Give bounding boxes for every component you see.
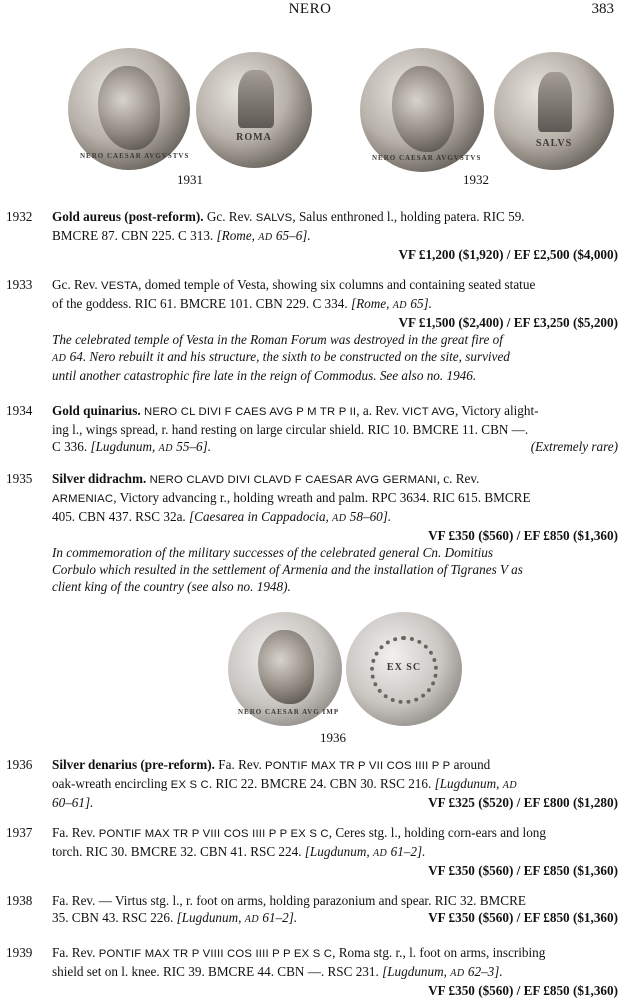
coin-inscription: PONTIF MAX TR P VII COS IIII P P [265, 760, 451, 772]
coin-inscription: EX S C [170, 779, 209, 791]
coin-1936-obverse-image [228, 612, 342, 726]
entry-text: oak-wreath encircling [52, 776, 171, 791]
entry-number: 1933 [6, 277, 33, 292]
entry-text: , Victory alight- [454, 403, 539, 418]
entry-number: 1937 [6, 825, 33, 840]
entry-text: , a. Rev. [356, 403, 403, 418]
mint-date: 58–60]. [346, 509, 392, 524]
entry-text: , Salus enthroned l., holding patera. RIC 59. [292, 209, 525, 224]
price-line: VF £1,500 ($2,400) / EF £3,250 ($5,200) [398, 315, 618, 330]
entry-text: Gc. Rev. [52, 277, 101, 292]
entry-text: of the goddess. RIC 61. BMCRE 101. CBN 229. C 334. [52, 296, 351, 311]
figure-caption-1931: 1931 [177, 172, 203, 187]
coin-inscription: SALVS [255, 212, 293, 224]
mint-date: [Rome, [216, 228, 259, 243]
coin-1931-reverse-image [196, 52, 312, 168]
entry-text: , Ceres stg. l., holding corn-ears and long [328, 825, 546, 840]
coin-inscription: PONTIF MAX TR P VIIII COS IIII P P EX S C [98, 948, 333, 960]
era-mark: AD [332, 513, 347, 524]
mint-date: 60–61]. [52, 795, 94, 810]
nero-portrait [258, 630, 314, 704]
rarity-note: (Extremely rare) [530, 439, 618, 454]
era-mark: AD [158, 443, 173, 454]
era-mark: AD [502, 780, 518, 791]
coin-exergue: ROMA [236, 132, 272, 143]
coin-legend: SALVS [535, 138, 573, 149]
entry-text: shield set on l. knee. RIC 39. BMCRE 44. CBN —. RSC 231. [52, 964, 383, 979]
entry-text: , Victory advancing r., holding wreath and palm. RPC 3634. RIC 615. BMCRE [113, 490, 531, 505]
price-line: VF £1,200 ($1,920) / EF £2,500 ($4,000) [398, 247, 618, 262]
entry-number: 1938 [6, 893, 33, 908]
era-mark: AD [450, 968, 465, 979]
entry-text: Gc. Rev. [203, 209, 256, 224]
coin-center-inscription: EX SC [386, 662, 422, 673]
entry-text: Fa. Rev. [52, 945, 99, 960]
era-mark: AD [52, 353, 67, 364]
entry-text: Fa. Rev. [214, 757, 266, 772]
price-line: VF £350 ($560) / EF £850 ($1,360) [428, 863, 618, 878]
entry-text: ing l., wings spread, r. hand resting on large circular shield. RIC 10. BMCRE 11. CBN —. [52, 422, 529, 437]
entry-title: Silver didrachm. [52, 471, 147, 486]
entry-text: 35. CBN 43. RSC 226. [52, 910, 177, 925]
entry-number: 1934 [6, 403, 33, 418]
coin-1931-obverse-image [68, 48, 190, 170]
mint-date: 62–3]. [464, 964, 503, 979]
coin-legend: NERO CAESAR AVGVSTVS [372, 154, 482, 162]
era-mark: AD [258, 232, 273, 243]
running-header [0, 0, 620, 18]
entry-note: 64. Nero rebuilt it and his structure, the sixth to be constructed on the site, survived [66, 349, 510, 364]
price-line: VF £350 ($560) / EF £850 ($1,360) [428, 910, 618, 925]
mint-date: [Lugdunum, [434, 776, 503, 791]
entry-number: 1936 [6, 757, 33, 772]
coin-inscription: VESTA [100, 280, 139, 292]
entry-text: , c. Rev. [436, 471, 480, 486]
nero-portrait [98, 66, 160, 150]
entry-text: C 336. [52, 439, 91, 454]
entry-text: around [450, 757, 491, 772]
entry-note: The celebrated temple of Vesta in the Roman Forum was destroyed in the great fire of [52, 332, 503, 347]
coin-inscription: PONTIF MAX TR P VIII COS IIII P P EX S C [98, 828, 329, 840]
coin-legend: NERO CAESAR AVG IMP [238, 708, 340, 716]
entry-text: Fa. Rev. — Virtus stg. l., r. foot on arms, holding parazonium and spear. RIC 32. BMCRE [52, 893, 526, 908]
entry-text: , domed temple of Vesta, showing six columns and containing seated statue [138, 277, 536, 292]
coin-legend: NERO CAESAR AVGVSTVS [80, 152, 190, 160]
era-mark: AD [372, 848, 388, 859]
mint-date: 61–2]. [259, 910, 298, 925]
coin-inscription: ARMENIAC [52, 493, 114, 505]
mint-date: 65–6]. [272, 228, 311, 243]
coin-1936-reverse-image [346, 612, 462, 726]
entry-text: 405. CBN 437. RSC 32a. [52, 509, 190, 524]
entry-title: Gold quinarius. [52, 403, 141, 418]
price-line: VF £350 ($560) / EF £850 ($1,360) [428, 983, 618, 998]
coin-1932-reverse-image [494, 52, 614, 170]
salus-figure [538, 72, 572, 132]
entry-note: until another catastrophic fire late in the reign of Commodus. See also no. 1946. [52, 368, 477, 383]
mint-date: 61–2]. [387, 844, 426, 859]
entry-number: 1932 [6, 209, 33, 224]
entry-title: Gold aureus (post-reform). [52, 209, 204, 224]
coin-inscription: NERO CL DIVI F CAES AVG P M TR P II [143, 406, 357, 418]
mint-date: [Rome, [350, 296, 393, 311]
era-mark: AD [392, 300, 408, 311]
price-line: VF £350 ($560) / EF £850 ($1,360) [428, 528, 618, 543]
mint-date: [Lugdunum, [90, 439, 159, 454]
entry-number: 1939 [6, 945, 33, 960]
entry-note: client king of the country (see also no. 1948). [52, 579, 291, 594]
entry-title: Silver denarius (pre-reform). [52, 757, 215, 772]
coin-inscription: VICT AVG [402, 406, 455, 418]
page-number: 383 [591, 1, 614, 17]
mint-date: 65]. [407, 296, 432, 311]
mint-date: [Lugdunum, [304, 844, 373, 859]
entry-note: Corbulo which resulted in the settlement of Armenia and the installation of Tigranes V as [52, 562, 523, 577]
roma-figure [238, 70, 274, 128]
era-mark: AD [244, 914, 260, 925]
price-line: VF £325 ($520) / EF £800 ($1,280) [428, 795, 618, 810]
entry-text: , Roma stg. r., l. foot on arms, inscribing [332, 945, 546, 960]
figure-caption-1932: 1932 [463, 172, 489, 187]
entry-note: In commemoration of the military successes of the celebrated general Cn. Domitius [52, 545, 493, 560]
mint-date: 55–6]. [172, 439, 212, 454]
entry-text: BMCRE 87. CBN 225. C 313. [52, 228, 217, 243]
entry-text: torch. RIC 30. BMCRE 32. CBN 41. RSC 224. [52, 844, 305, 859]
mint-date: [Caesarea in Cappadocia, [189, 509, 333, 524]
mint-date: [Lugdunum, [382, 964, 451, 979]
page-title: NERO [288, 1, 332, 17]
nero-portrait [392, 66, 454, 152]
entry-text: Fa. Rev. [52, 825, 99, 840]
entry-text: . RIC 22. BMCRE 24. CBN 30. RSC 216. [208, 776, 435, 791]
coin-inscription: NERO CLAVD DIVI CLAVD F CAESAR AVG GERMANI [149, 474, 437, 486]
coin-1932-obverse-image [360, 48, 484, 172]
figure-caption-1936: 1936 [320, 730, 346, 745]
mint-date: [Lugdunum, [176, 910, 245, 925]
entry-number: 1935 [6, 471, 33, 486]
